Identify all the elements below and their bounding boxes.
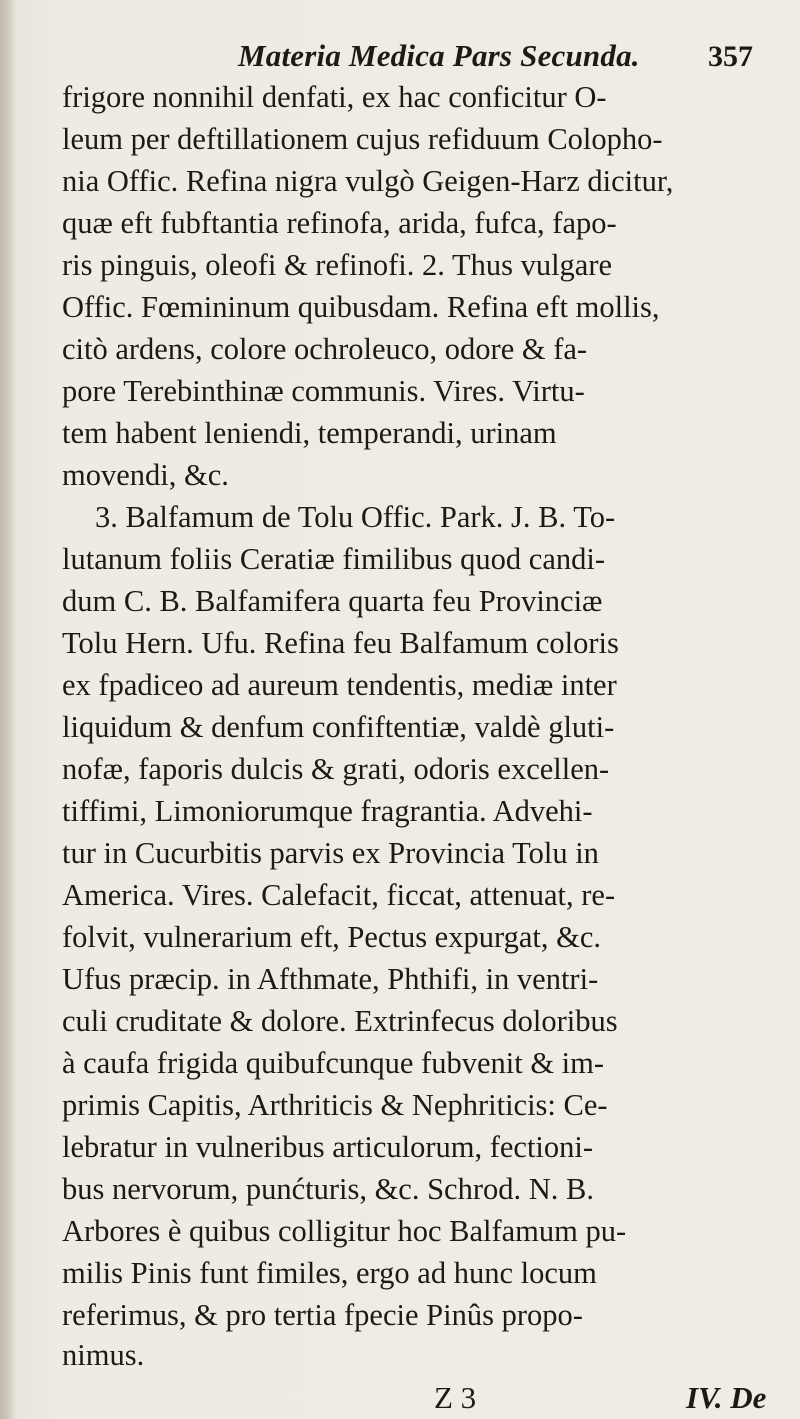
- text-line: liquidum & denfum confiftentiæ, valdè gluti-: [62, 710, 615, 744]
- text-line: tur in Cucurbitis parvis ex Provincia Tolu in: [62, 836, 599, 870]
- text-line: Offic. Fœmininum quibusdam. Refina eft mollis,: [62, 290, 660, 324]
- text-line: Arbores è quibus colligitur hoc Balfamum pu-: [62, 1214, 627, 1248]
- text-line: America. Vires. Calefacit, ficcat, attenuat, re-: [62, 878, 616, 912]
- catchword: IV. De: [686, 1380, 767, 1415]
- text-line: nofæ, faporis dulcis & grati, odoris excellen-: [62, 752, 610, 786]
- text-line: leum per deftillationem cujus refiduum Colopho-: [62, 122, 663, 156]
- text-line: pore Terebinthinæ communis. Vires. Virtu-: [62, 374, 585, 408]
- running-head: Materia Medica Pars Secunda.: [238, 38, 640, 73]
- text-line: tem habent leniendi, temperandi, urinam: [62, 416, 557, 450]
- text-line: tiffimi, Limoniorumque fragrantia. Advehi-: [62, 794, 593, 828]
- text-line: 3. Balfamum de Tolu Offic. Park. J. B. To-: [95, 500, 616, 534]
- text-line: dum C. B. Balfamifera quarta feu Provinciæ: [62, 584, 603, 618]
- text-line: ex fpadiceo ad aureum tendentis, mediæ inter: [62, 668, 617, 702]
- text-line: movendi, &c.: [62, 458, 229, 492]
- text-line: primis Capitis, Arthriticis & Nephriticis: Ce-: [62, 1088, 608, 1122]
- text-line: lebratur in vulneribus articulorum, fectioni-: [62, 1130, 594, 1164]
- text-line: Ufus præcip. in Afthmate, Phthifi, in ventri-: [62, 962, 599, 996]
- page-number: 357: [708, 40, 753, 73]
- text-line: referimus, & pro tertia fpecie Pinûs propo-: [62, 1298, 583, 1332]
- text-line: milis Pinis funt fimiles, ergo ad hunc locum: [62, 1256, 597, 1290]
- text-line: bus nervorum, punćturis, &c. Schrod. N. B.: [62, 1172, 594, 1206]
- text-line: folvit, vulnerarium eft, Pectus expurgat, &c.: [62, 920, 601, 954]
- text-line: quæ eft fubftantia refinofa, arida, fufca, fapo-: [62, 206, 617, 240]
- text-line: nia Offic. Refina nigra vulgò Geigen-Harz dicitur,: [62, 164, 674, 198]
- text-line: Tolu Hern. Ufu. Refina feu Balfamum coloris: [62, 626, 619, 660]
- text-line: lutanum foliis Ceratiæ fimilibus quod candi-: [62, 542, 605, 576]
- text-line: ris pinguis, oleofi & refinofi. 2. Thus vulgare: [62, 248, 613, 282]
- text-line: frigore nonnihil denfati, ex hac conficitur O-: [62, 80, 607, 114]
- signature-mark: Z 3: [434, 1380, 477, 1415]
- text-line: nimus.: [62, 1338, 145, 1372]
- gutter-shadow: [0, 0, 16, 1419]
- text-line: à caufa frigida quibufcunque fubvenit & im-: [62, 1046, 605, 1080]
- text-line: citò ardens, colore ochroleuco, odore & fa-: [62, 332, 588, 366]
- text-line: culi cruditate & dolore. Extrinfecus doloribus: [62, 1004, 618, 1038]
